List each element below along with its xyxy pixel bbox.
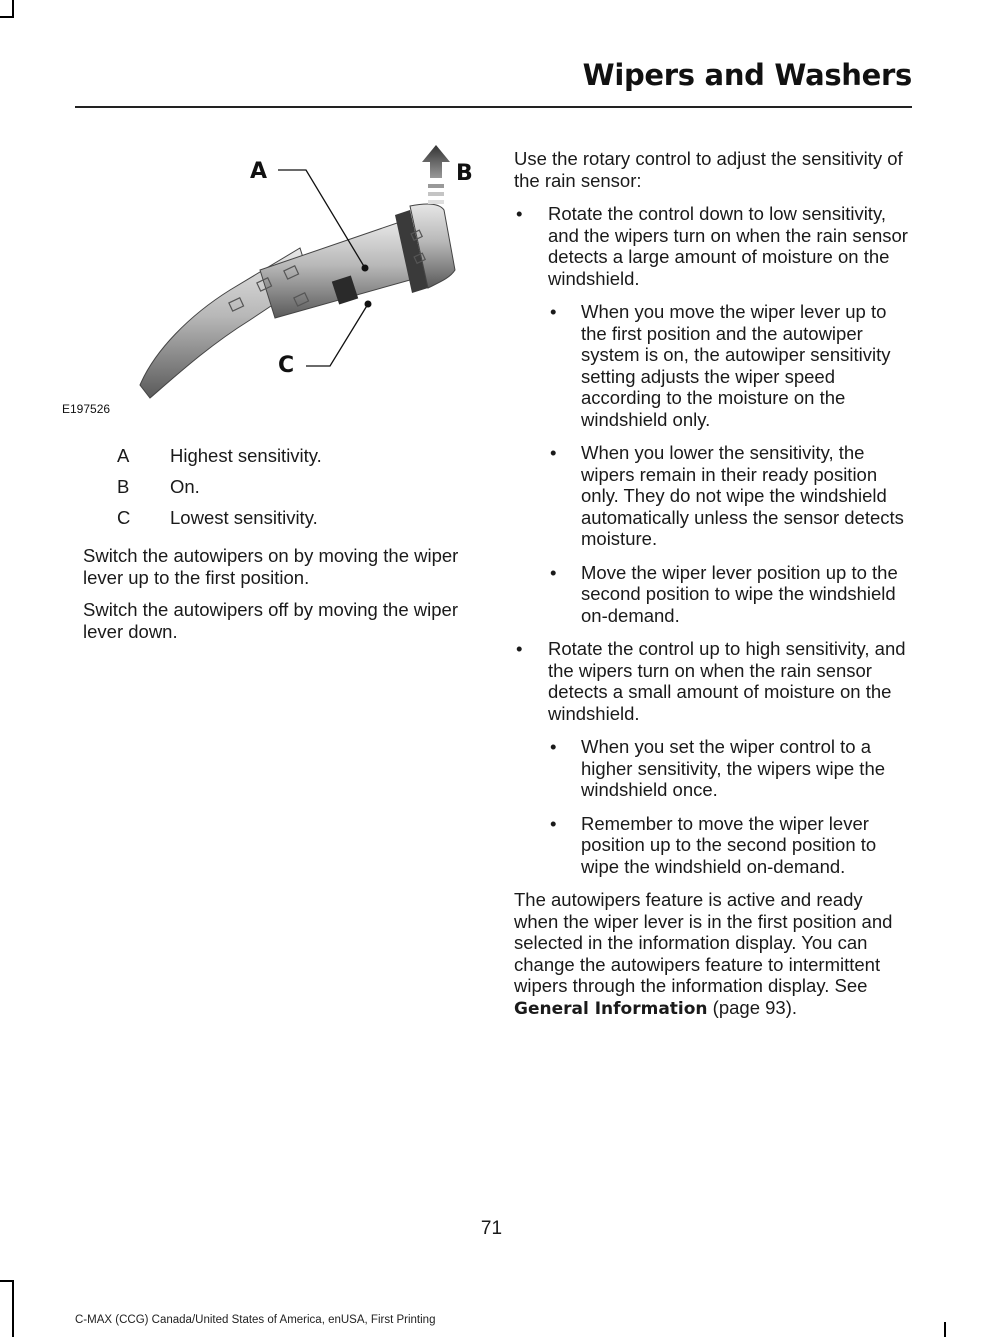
footer-text: C-MAX (CCG) Canada/United States of America, enUSA, First Printing [75,1314,436,1326]
callout-a-label: A [250,159,268,184]
bullet-icon: • [550,561,557,583]
header-divider [75,106,912,108]
legend-row [117,502,477,533]
figure-legend [117,440,477,533]
legend-key: B [117,475,130,497]
legend-text: Highest sensitivity. [170,444,322,466]
legend-text: On. [170,475,200,497]
legend-key: A [117,444,130,466]
crop-mark-top-left [0,16,14,18]
bullet-icon: • [516,203,523,224]
crop-mark-bottom-left [12,1280,14,1337]
bullet-text: Rotate the control down to low sensitivity, and the wipers turn on when the rain sensor detects a large amount of moisture on the windshield. [548,203,908,289]
sub-bullet [514,442,910,550]
legend-row [117,471,477,502]
paragraph-autowipers-on: Switch the autowipers on by moving the wiper lever up to the first position. [83,545,459,588]
legend-row [117,440,477,471]
page-number: 71 [480,1218,503,1239]
crop-mark-bottom-right [944,1322,946,1337]
sub-bullet-text: When you move the wiper lever up to the first position and the autowiper system is on, the autowiper sensitivity setting adjusts the wiper speed according to the moisture on the windshield only. [581,301,891,430]
sub-bullet [514,562,910,627]
bullet-icon: • [550,736,557,757]
sub-bullet-text: Remember to move the wiper lever position up to the second position to wipe the windshield on-demand. [581,812,877,877]
closing-text: The autowipers feature is active and ready when the wiper lever is in the first position and selected in the information display. You can change the autowipers feature to intermittent wipers through the information display. See [514,889,893,996]
bullet-icon: • [550,301,557,322]
wiper-lever-illustration [62,140,490,418]
general-information-link[interactable]: General Information [514,998,708,1019]
sub-bullet-text: When you set the wiper control to a higher sensitivity, the wipers wipe the windshield once. [581,736,886,800]
legend-text: Lowest sensitivity. [170,506,318,528]
callout-dot-a [362,265,369,272]
right-column [514,148,910,1032]
bullet-icon: • [550,812,557,834]
wiper-lever-figure [62,140,490,418]
paragraph-autowipers-off: Switch the autowipers off by moving the wiper lever down. [83,599,458,642]
up-arrow-icon [422,145,450,204]
crop-mark-bottom-left [0,1280,14,1282]
bullet-text: Rotate the control up to high sensitivity, and the wipers turn on when the rain sensor detects a small amount of moisture on the windshield. [548,638,906,724]
bullet-icon: • [550,442,557,463]
sub-bullet [514,813,910,878]
sub-bullet-text: When you lower the sensitivity, the wipers remain in their ready position only. They do not wipe the windshield automatically unless the sensor detects moisture. [581,442,904,549]
bullet-low-sensitivity [514,203,910,289]
sub-bullet-text: Move the wiper lever position up to the second position to wipe the windshield on-demand. [581,561,898,626]
page-reference: (page 93). [707,996,798,1018]
sub-bullet [514,736,910,801]
image-code: E197526 [62,402,111,416]
bullet-icon: • [516,638,523,659]
legend-key: C [117,506,131,528]
sub-bullet [514,301,910,430]
bullet-high-sensitivity [514,638,910,724]
page-title: Wipers and Washers [582,58,912,92]
intro-paragraph: Use the rotary control to adjust the sensitivity of the rain sensor: [514,148,903,191]
callout-c-label: C [278,353,295,378]
callout-b-label: B [456,161,473,186]
closing-paragraph [514,889,910,1020]
